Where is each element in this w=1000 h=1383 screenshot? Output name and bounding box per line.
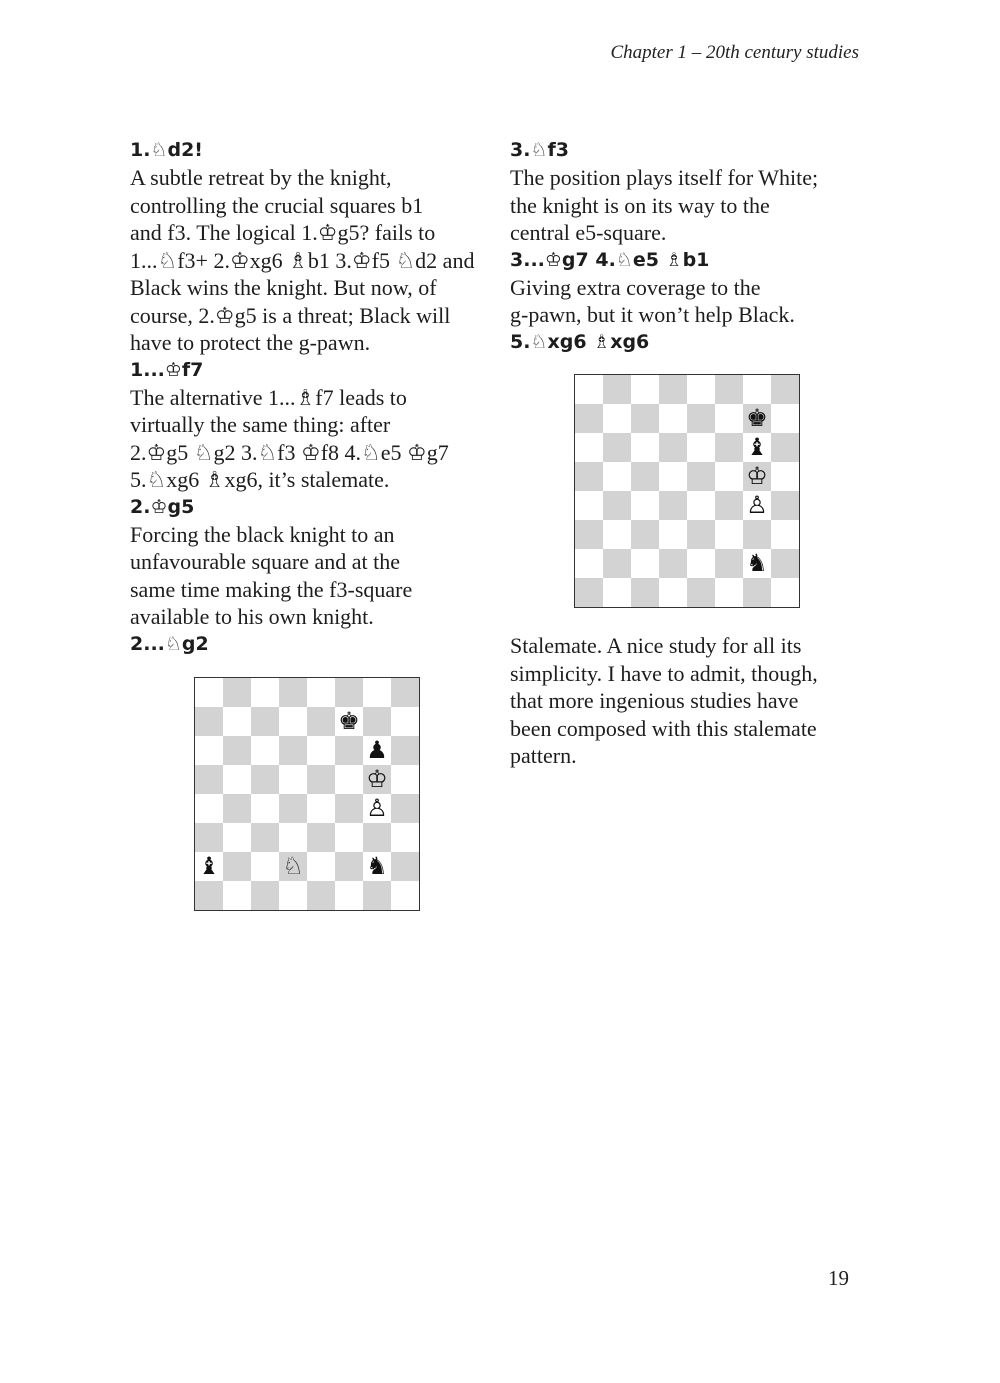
board-square <box>195 823 223 852</box>
board-square <box>335 678 363 707</box>
board-square <box>391 823 419 852</box>
commentary-paragraph: The alternative 1...♗f7 leads to virtually the same thing: after 2.♔g5 ♘g2 3.♘f3 ♔f8 4.♘e5 ♔g7 5.♘xg6 ♗xg6, it’s stalemate. <box>130 384 449 492</box>
board-square <box>279 707 307 736</box>
left-column <box>130 137 500 658</box>
board-square <box>631 520 659 549</box>
board-square <box>195 794 223 823</box>
board-square <box>223 823 251 852</box>
running-head: Chapter 1 – 20th century studies <box>610 42 859 63</box>
move-line: 5.♘xg6 ♗xg6 <box>510 330 650 353</box>
board-square <box>223 852 251 881</box>
move-line: 2.♔g5 <box>130 495 195 518</box>
board-square <box>335 765 363 794</box>
board-square <box>251 794 279 823</box>
board-square <box>223 881 251 910</box>
board-square <box>771 520 799 549</box>
white-king-piece: ♔ <box>366 765 388 793</box>
board-square <box>307 852 335 881</box>
board-square <box>603 578 631 607</box>
board-square <box>223 794 251 823</box>
board-square <box>391 852 419 881</box>
white-knight-piece: ♘ <box>282 852 304 880</box>
board-square <box>631 462 659 491</box>
board-square <box>251 852 279 881</box>
white-pawn-piece: ♙ <box>746 491 768 519</box>
board-square <box>251 736 279 765</box>
board-square <box>743 578 771 607</box>
board-square <box>391 794 419 823</box>
board-square <box>687 549 715 578</box>
board-square <box>715 520 743 549</box>
board-square <box>659 404 687 433</box>
board-square <box>335 881 363 910</box>
board-square <box>687 404 715 433</box>
board-square <box>771 462 799 491</box>
board-square <box>391 765 419 794</box>
black-knight-piece: ♞ <box>366 852 388 880</box>
board-square <box>335 852 363 881</box>
white-king-piece: ♔ <box>746 462 768 490</box>
commentary-paragraph: Giving extra coverage to the g-pawn, but it won’t help Black. <box>510 274 795 327</box>
board-square <box>715 404 743 433</box>
right-column <box>510 137 880 356</box>
board-square <box>195 678 223 707</box>
board-square <box>223 678 251 707</box>
move-line: 1...♔f7 <box>130 358 204 381</box>
white-pawn-piece: ♙ <box>366 794 388 822</box>
board-square <box>603 404 631 433</box>
board-square <box>603 549 631 578</box>
board-square <box>307 823 335 852</box>
board-square <box>659 433 687 462</box>
board-square <box>335 823 363 852</box>
black-king-piece: ♚ <box>746 404 768 432</box>
board-square <box>631 578 659 607</box>
board-square <box>307 736 335 765</box>
board-square <box>223 765 251 794</box>
board-square <box>251 823 279 852</box>
board-square <box>575 578 603 607</box>
board-square <box>687 520 715 549</box>
board-square <box>659 375 687 404</box>
board-square <box>771 433 799 462</box>
board-square <box>363 823 391 852</box>
board-square <box>631 491 659 520</box>
board-square <box>687 462 715 491</box>
board-square <box>631 549 659 578</box>
black-bishop-piece: ♝ <box>746 433 768 461</box>
board-square <box>307 678 335 707</box>
board-square <box>575 433 603 462</box>
board-square <box>575 462 603 491</box>
board-square <box>391 707 419 736</box>
board-square <box>195 707 223 736</box>
board-square <box>687 491 715 520</box>
board-square <box>279 823 307 852</box>
board-square <box>307 881 335 910</box>
board-square <box>575 404 603 433</box>
board-square <box>715 491 743 520</box>
board-square <box>279 794 307 823</box>
move-line: 2...♘g2 <box>130 632 209 655</box>
commentary-paragraph: The position plays itself for White; the knight is on its way to the central e5-square. <box>510 165 819 245</box>
board-square <box>603 462 631 491</box>
board-square <box>391 678 419 707</box>
board-square <box>771 375 799 404</box>
board-square <box>659 549 687 578</box>
board-square <box>251 678 279 707</box>
board-square <box>659 520 687 549</box>
board-square <box>771 404 799 433</box>
black-knight-piece: ♞ <box>746 549 768 577</box>
black-pawn-piece: ♟ <box>366 736 388 764</box>
board-square <box>715 375 743 404</box>
board-square <box>659 462 687 491</box>
move-line: 1.♘d2! <box>130 139 203 161</box>
conclusion-paragraph: Stalemate. A nice study for all its simplicity. I have to admit, though, that more ingenious studies have been composed with this stalemate pattern. <box>510 633 818 768</box>
black-bishop-piece: ♝ <box>198 852 220 880</box>
commentary-paragraph: A subtle retreat by the knight, controlling the crucial squares b1 and f3. The logical 1.♔g5? fails to 1...♘f3+ 2.♔xg6 ♗b1 3.♔f5 ♘d2 and Black wins the knight. But now, of course, 2.♔g5 is a threat; Black will have to protect the g-pawn. <box>130 165 475 355</box>
board-square <box>335 794 363 823</box>
board-square <box>575 491 603 520</box>
board-square <box>279 765 307 794</box>
page-number: 19 <box>828 1266 849 1290</box>
board-square <box>659 491 687 520</box>
board-square <box>279 736 307 765</box>
board-square <box>743 520 771 549</box>
board-square <box>251 765 279 794</box>
board-square <box>195 736 223 765</box>
board-square <box>715 549 743 578</box>
board-square <box>363 707 391 736</box>
board-square <box>771 491 799 520</box>
chess-diagram-left <box>194 677 420 911</box>
board-square <box>575 520 603 549</box>
board-square <box>603 433 631 462</box>
board-square <box>603 375 631 404</box>
board-square <box>251 707 279 736</box>
board-square <box>307 794 335 823</box>
board-square <box>687 375 715 404</box>
board-square <box>687 433 715 462</box>
board-square <box>279 881 307 910</box>
board-square <box>715 578 743 607</box>
board-square <box>335 736 363 765</box>
board-square <box>363 881 391 910</box>
board-square <box>307 707 335 736</box>
board-square <box>687 578 715 607</box>
board-square <box>575 375 603 404</box>
board-square <box>391 881 419 910</box>
board-square <box>631 433 659 462</box>
board-square <box>631 375 659 404</box>
chess-diagram-right <box>574 374 800 608</box>
board-square <box>251 881 279 910</box>
board-square <box>743 375 771 404</box>
board-square <box>223 736 251 765</box>
board-square <box>659 578 687 607</box>
board-square <box>307 765 335 794</box>
commentary-paragraph: Forcing the black knight to an unfavourable square and at the same time making the f3-square available to his own knight. <box>130 521 413 629</box>
black-king-piece: ♚ <box>338 707 360 735</box>
board-square <box>603 520 631 549</box>
board-square <box>575 549 603 578</box>
board-square <box>279 678 307 707</box>
move-line: 3.♘f3 <box>510 139 569 161</box>
board-square <box>715 462 743 491</box>
conclusion-block <box>510 632 880 770</box>
board-square <box>391 736 419 765</box>
move-line: 3...♔g7 4.♘e5 ♗b1 <box>510 248 710 271</box>
board-square <box>771 578 799 607</box>
board-square <box>363 678 391 707</box>
board-square <box>715 433 743 462</box>
board-square <box>195 765 223 794</box>
board-square <box>223 707 251 736</box>
board-square <box>603 491 631 520</box>
board-square <box>631 404 659 433</box>
board-square <box>195 881 223 910</box>
board-square <box>771 549 799 578</box>
